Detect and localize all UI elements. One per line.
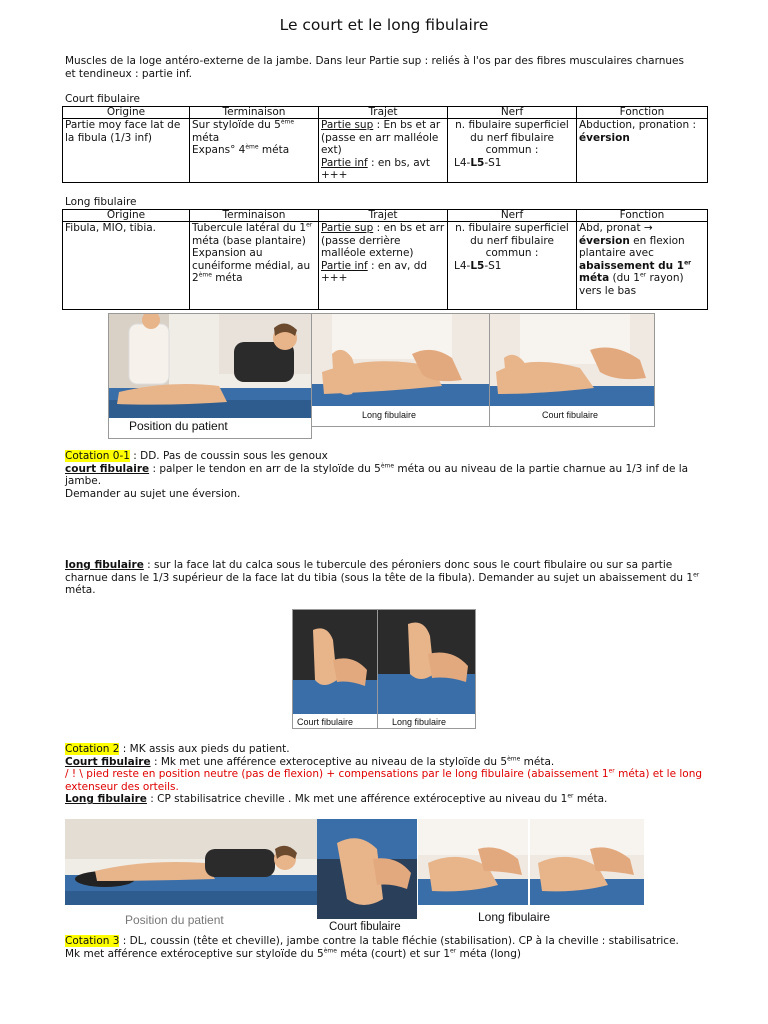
cell-nerf: n. fibulaire superficiel du nerf fibulaire commun : L4-L5-S1 — [448, 222, 577, 310]
caption-position-patient-3: Position du patient — [125, 913, 224, 927]
photo-court-fibulaire — [489, 313, 655, 427]
header-fonction: Fonction — [577, 210, 708, 222]
long-fibulaire-table — [62, 209, 708, 310]
photo-long-fibulaire-2 — [377, 609, 476, 729]
cotation-3-block: Cotation 3 : DL, coussin (tête et cheville), jambe contre la table fléchie (stabilisation). CP à la cheville : stabilisatrice. Mk met afférence extéroceptive sur styloïde du 5ème méta (court) et sur 1er méta (long) — [65, 935, 679, 960]
cell-origine: Partie moy face lat de la fibula (1/3 inf) — [63, 119, 190, 183]
cell-fonction: Abduction, pronation : éversion — [577, 119, 708, 183]
caption-court-fibulaire: Court fibulaire — [542, 410, 599, 420]
long-fibulaire-palpation: long fibulaire : sur la face lat du calca sous le tubercule des péroniers donc sous le court fibulaire ou sur sa partie charnue dans le 1/3 supérieur de la face lat du tibia (sous la tête de la fibula). Demander au sujet un abaissement du 1er méta. — [65, 559, 700, 597]
long-fibulaire-heading-2: Long fibulaire — [65, 793, 147, 806]
warning-text: / ! \ pied reste en position neutre (pas de flexion) + compensations par le long fibulaire (abaissement 1er méta) et le long extenseur des orteils. — [65, 767, 703, 793]
cotation-3-label: Cotation 3 — [65, 935, 120, 947]
header-trajet: Trajet — [319, 107, 448, 119]
header-terminaison: Terminaison — [190, 210, 319, 222]
header-fonction: Fonction — [577, 107, 708, 119]
caption-long-fibulaire-2: Long fibulaire — [392, 717, 447, 727]
caption-court-fibulaire-3: Court fibulaire — [329, 921, 401, 933]
cell-origine: Fibula, MIO, tibia. — [63, 222, 190, 310]
photo-long-fibulaire-3 — [418, 819, 644, 933]
caption-court-fibulaire-2: Court fibulaire — [297, 717, 354, 727]
cell-terminaison: Sur styloïde du 5ème méta Expans° 4ème méta — [190, 119, 319, 183]
cotation-0-1-text: : DD. Pas de coussin sous les genoux — [129, 450, 328, 462]
caption-long-fibulaire: Long fibulaire — [362, 410, 417, 420]
photo-long-fibulaire — [311, 313, 490, 427]
long-fibulaire-heading: long fibulaire — [65, 559, 144, 571]
header-nerf: Nerf — [448, 107, 577, 119]
header-terminaison: Terminaison — [190, 107, 319, 119]
cell-trajet: Partie sup : en bs et arr (passe derrière malléole externe) Partie inf : en av, dd +++ — [319, 222, 448, 310]
photo-position-patient — [108, 313, 312, 439]
cell-nerf: n. fibulaire superficiel du nerf fibulaire commun : L4-L5-S1 — [448, 119, 577, 183]
intro-text: Muscles de la loge antéro-externe de la jambe. Dans leur Partie sup : reliés à l'os par des fibres musculaires charnues et tendineux : partie inf. — [65, 55, 684, 80]
court-fibulaire-table — [62, 106, 708, 183]
table-row — [63, 222, 708, 310]
header-origine: Origine — [63, 210, 190, 222]
court-fibulaire-heading-2: Court fibulaire — [65, 755, 151, 768]
cell-terminaison: Tubercule latéral du 1er méta (base plantaire) Expansion au cunéiforme médial, au 2ème méta — [190, 222, 319, 310]
header-trajet: Trajet — [319, 210, 448, 222]
table-header-row — [63, 107, 708, 119]
table-header-row — [63, 210, 708, 222]
photo-court-fibulaire-3 — [317, 819, 417, 936]
page-title: Le court et le long fibulaire — [279, 16, 489, 34]
cell-trajet: Partie sup : En bs et ar (passe en arr malléole ext) Partie inf : en bs, avt +++ — [319, 119, 448, 183]
cotation-0-1-label: Cotation 0-1 — [65, 450, 130, 462]
demand-eversion: Demander au sujet une éversion. — [65, 487, 241, 500]
photo-court-fibulaire-2 — [292, 609, 378, 729]
table-row — [63, 119, 708, 183]
cell-fonction: Abd, pronat → éversion en flexion plantaire avec abaissement du 1er méta (du 1er rayon) vers le bas — [577, 222, 708, 310]
cotation-2-block: Cotation 2 : MK assis aux pieds du patient. Court fibulaire : Mk met une afférence exteroceptive au niveau de la styloïde du 5ème méta. / ! \ pied reste en position neutre (pas de flexion) + compensations par le long fibulaire (abaissement 1er méta) et le long extenseur des orteils. Long fibulaire : CP stabilisatrice cheville . Mk met une afférence extéroceptive au niveau du 1er méta. — [65, 743, 715, 806]
cotation-2-label: Cotation 2 — [65, 743, 120, 755]
header-nerf: Nerf — [448, 210, 577, 222]
court-fibulaire-heading: court fibulaire — [65, 462, 150, 475]
long-fibulaire-label: Long fibulaire — [65, 196, 137, 208]
photo-position-patient-3 — [65, 819, 317, 933]
court-fibulaire-label: Court fibulaire — [65, 93, 140, 105]
caption-position-patient: Position du patient — [129, 419, 228, 433]
header-origine: Origine — [63, 107, 190, 119]
caption-long-fibulaire-3: Long fibulaire — [478, 910, 551, 924]
cotation-0-1-block: Cotation 0-1 : DD. Pas de coussin sous les genoux court fibulaire : palper le tendon en arr de la styloïde du 5ème méta ou au niveau de la partie charnue au 1/3 inf de la jambe. Demander au sujet une éversion. — [65, 450, 715, 500]
